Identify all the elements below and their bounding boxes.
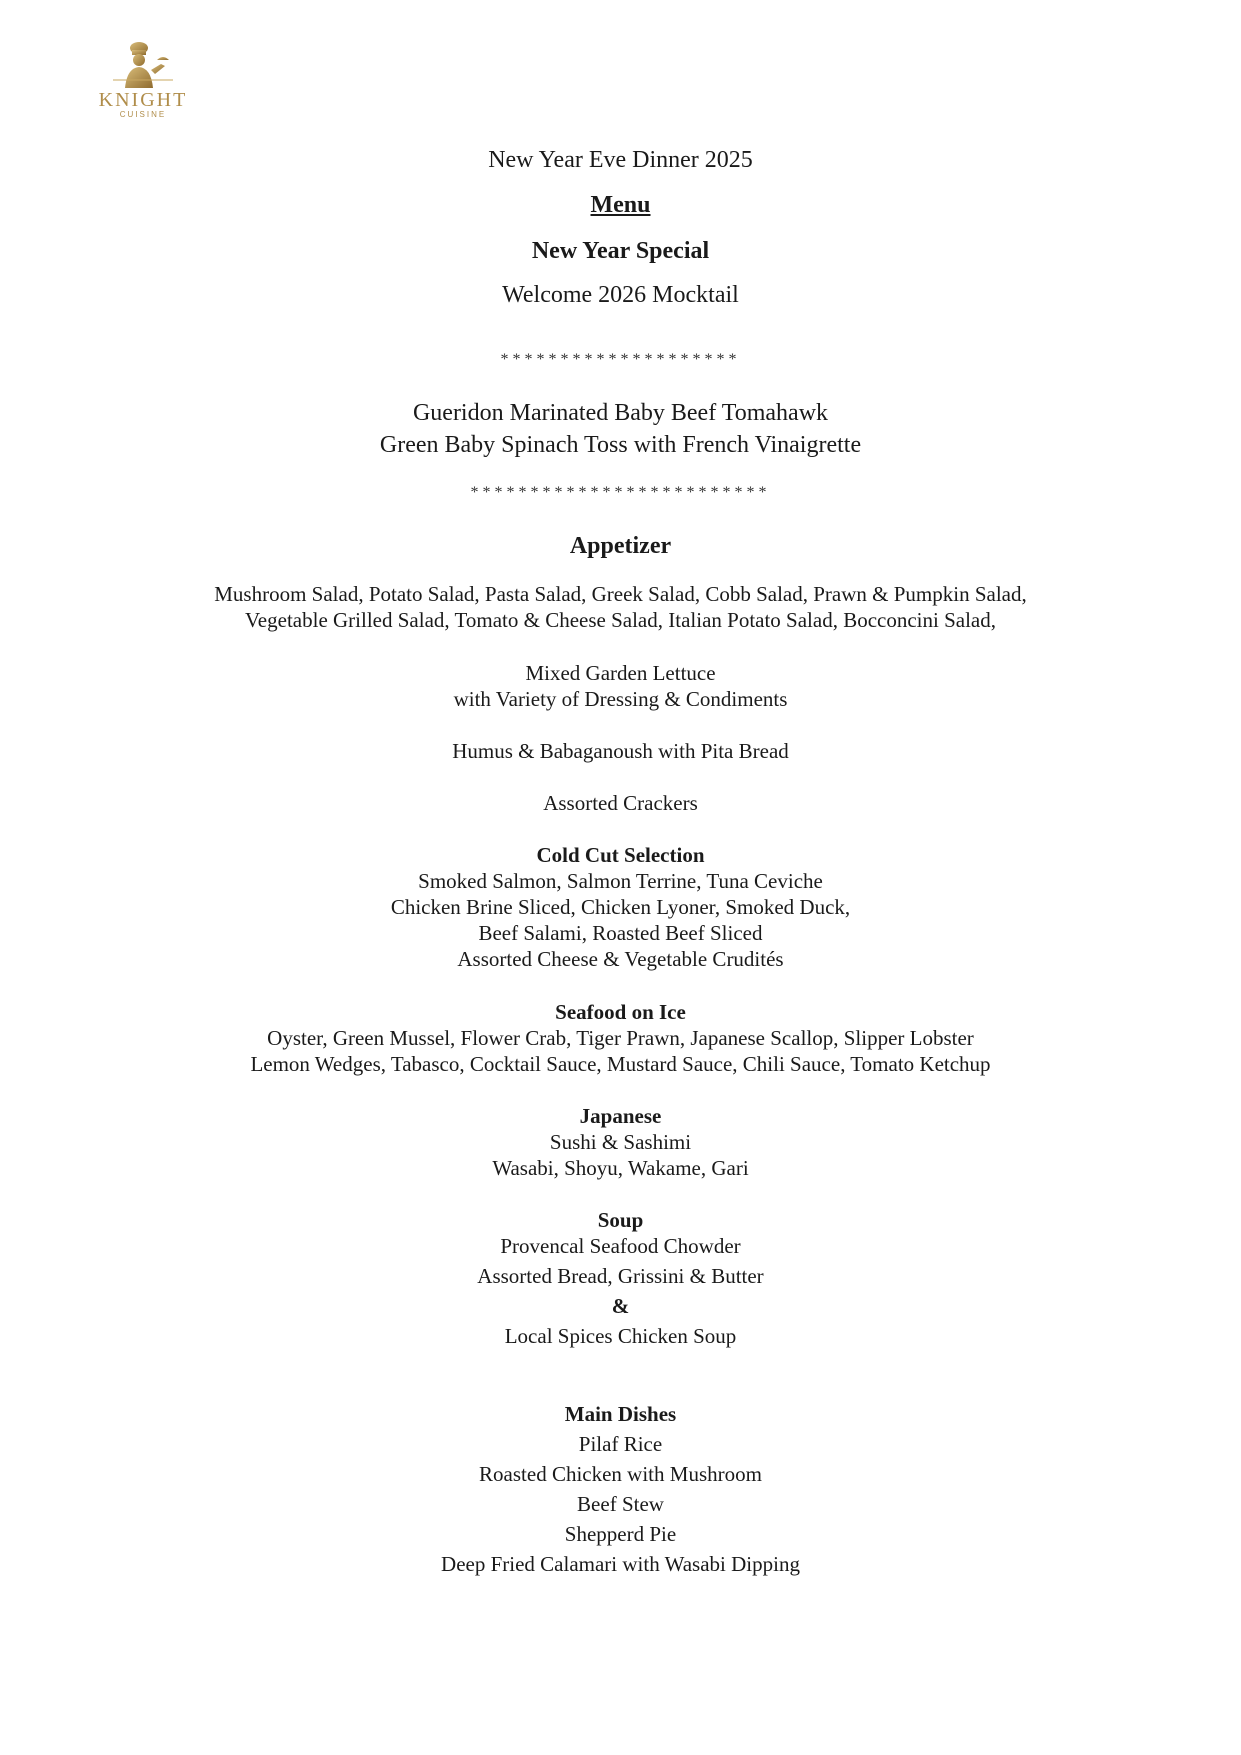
main-dish-item: Beef Stew — [577, 1492, 664, 1516]
chef-icon — [113, 40, 173, 90]
menu-heading: Menu — [590, 192, 651, 218]
cold-cut-line-2: Chicken Brine Sliced, Chicken Lyoner, Smoked Duck, — [390, 895, 851, 919]
appetizer-heading: Appetizer — [569, 533, 672, 559]
cold-cut-heading: Cold Cut Selection — [536, 843, 705, 867]
seafood-line-2: Lemon Wedges, Tabasco, Cocktail Sauce, Mustard Sauce, Chili Sauce, Tomato Ketchup — [250, 1052, 991, 1076]
japanese-line-2: Wasabi, Shoyu, Wakame, Gari — [492, 1156, 749, 1180]
cold-cut-line-4: Assorted Cheese & Vegetable Crudités — [457, 947, 784, 971]
seafood-line-1: Oyster, Green Mussel, Flower Crab, Tiger Prawn, Japanese Scallop, Slipper Lobster — [267, 1026, 974, 1050]
humus-line: Humus & Babaganoush with Pita Bread — [452, 739, 789, 763]
lettuce-line-2: with Variety of Dressing & Condiments — [453, 687, 788, 711]
soup-line-1: Provencal Seafood Chowder — [500, 1234, 741, 1258]
knight-cuisine-logo — [88, 40, 198, 120]
page-title: New Year Eve Dinner 2025 — [488, 147, 753, 173]
star-divider: ************************* — [470, 484, 771, 501]
lettuce-line-1: Mixed Garden Lettuce — [525, 661, 716, 685]
japanese-heading: Japanese — [579, 1104, 662, 1128]
japanese-line-1: Sushi & Sashimi — [549, 1130, 692, 1154]
main-dish-item: Pilaf Rice — [578, 1432, 663, 1456]
crackers-line: Assorted Crackers — [543, 791, 698, 815]
main-dish-item: Roasted Chicken with Mushroom — [479, 1462, 762, 1486]
main-dish-item: Shepperd Pie — [564, 1522, 677, 1546]
seafood-heading: Seafood on Ice — [555, 1000, 686, 1024]
salads-line-2: Vegetable Grilled Salad, Tomato & Cheese Salad, Italian Potato Salad, Bocconcini Salad, — [244, 608, 997, 632]
soup-ampersand: & — [611, 1294, 630, 1318]
salads-line-1: Mushroom Salad, Potato Salad, Pasta Salad, Greek Salad, Cobb Salad, Prawn & Pumpkin Salad, — [214, 582, 1027, 606]
main-dishes-heading: Main Dishes — [564, 1402, 677, 1426]
star-divider: ******************** — [500, 351, 741, 368]
soup-line-3: Local Spices Chicken Soup — [504, 1324, 737, 1348]
soup-heading: Soup — [597, 1208, 644, 1232]
gueridon-line-2: Green Baby Spinach Toss with French Vinaigrette — [379, 432, 862, 458]
logo-subtitle: CUISINE — [119, 110, 167, 119]
cold-cut-line-1: Smoked Salmon, Salmon Terrine, Tuna Ceviche — [418, 869, 823, 893]
cold-cut-line-3: Beef Salami, Roasted Beef Sliced — [478, 921, 763, 945]
mocktail-line: Welcome 2026 Mocktail — [502, 282, 739, 308]
logo-brand: KNIGHT — [98, 89, 188, 111]
special-heading: New Year Special — [531, 238, 710, 264]
main-dish-item: Deep Fried Calamari with Wasabi Dipping — [441, 1552, 800, 1576]
soup-line-2: Assorted Bread, Grissini & Butter — [477, 1264, 764, 1288]
gueridon-line-1: Gueridon Marinated Baby Beef Tomahawk — [412, 400, 829, 426]
